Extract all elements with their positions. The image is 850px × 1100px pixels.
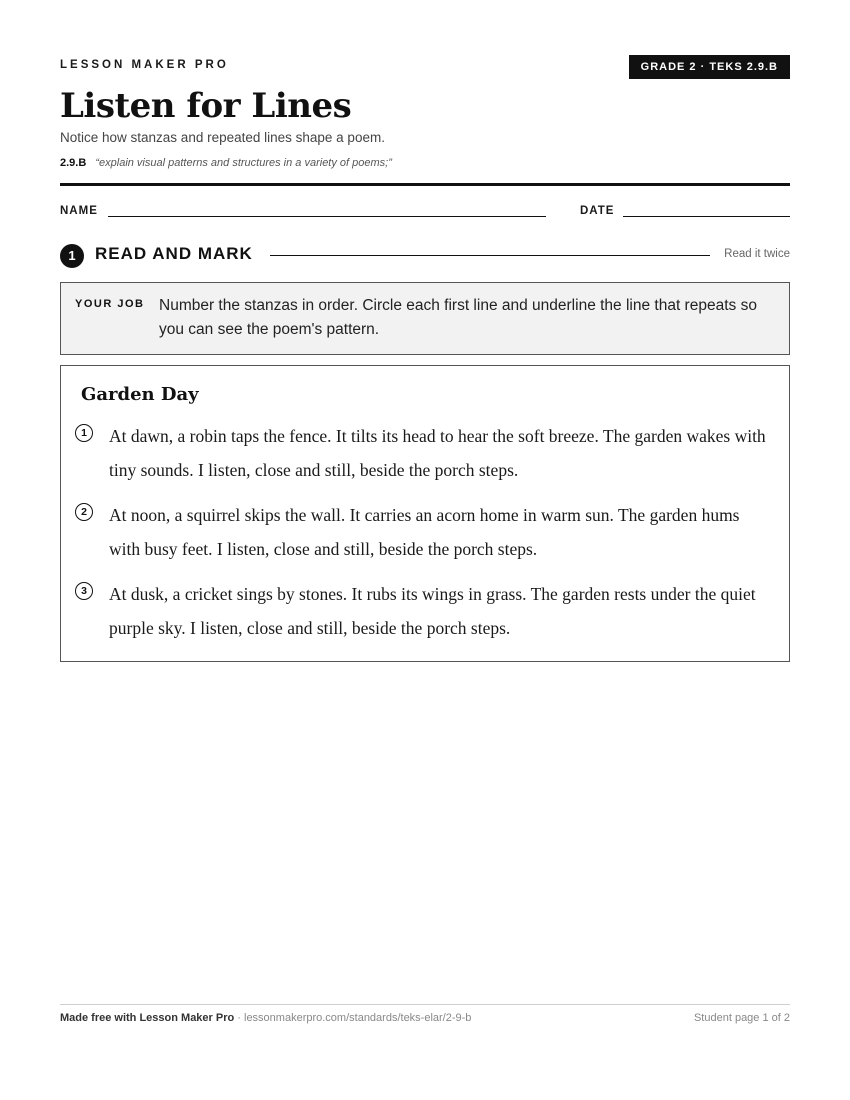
instructions-text: Number the stanzas in order. Circle each first line and underline the line that repeats so you can see the poem's pattern. [159, 297, 757, 338]
page-title: Listen for Lines [60, 86, 352, 126]
standard-quote: “explain visual patterns and structures in a variety of poems;” [95, 157, 392, 169]
page-subtitle: Notice how stanzas and repeated lines shape a poem. [60, 130, 385, 145]
footer-made-with: Made free with Lesson Maker Pro [60, 1012, 235, 1024]
standard-line [60, 157, 392, 169]
section-number-badge: 1 [60, 244, 84, 268]
header-divider [60, 183, 790, 186]
footer-credit [60, 1012, 471, 1024]
section-divider [270, 255, 710, 256]
poem-box [60, 365, 790, 662]
footer-divider [60, 1004, 790, 1005]
worksheet-page [60, 0, 790, 1100]
section-title: READ AND MARK [95, 244, 253, 263]
standard-code: 2.9.B [60, 157, 87, 169]
section-note: Read it twice [724, 248, 790, 260]
grade-badge: GRADE 2 · TEKS 2.9.B [629, 55, 790, 79]
instructions-label: YOUR JOB [75, 298, 145, 310]
name-label: NAME [60, 205, 98, 217]
stanza-number: 1 [75, 424, 93, 442]
date-field[interactable] [623, 216, 790, 217]
name-field[interactable] [108, 216, 546, 217]
stanza-number: 3 [75, 582, 93, 600]
stanza-number: 2 [75, 503, 93, 521]
footer-url[interactable]: · lessonmakerpro.com/standards/teks-elar/2-9-b [234, 1012, 472, 1024]
date-label: DATE [580, 205, 615, 217]
stanza-text: At dawn, a robin taps the fence. It tilts its head to hear the soft breeze. The garden wakes with tiny sounds. I listen, close and still, beside the porch steps. [109, 426, 766, 480]
stanza-text: At noon, a squirrel skips the wall. It carries an acorn home in warm sun. The garden hums with busy feet. I listen, close and still, beside the porch steps. [109, 505, 740, 559]
brand-name: LESSON MAKER PRO [60, 59, 229, 71]
footer-page-number: Student page 1 of 2 [693, 1012, 790, 1024]
stanza-text: At dusk, a cricket sings by stones. It rubs its wings in grass. The garden rests under the quiet purple sky. I listen, close and still, beside the porch steps. [109, 584, 756, 638]
instructions-box [60, 282, 790, 355]
poem-title: Garden Day [81, 384, 199, 405]
